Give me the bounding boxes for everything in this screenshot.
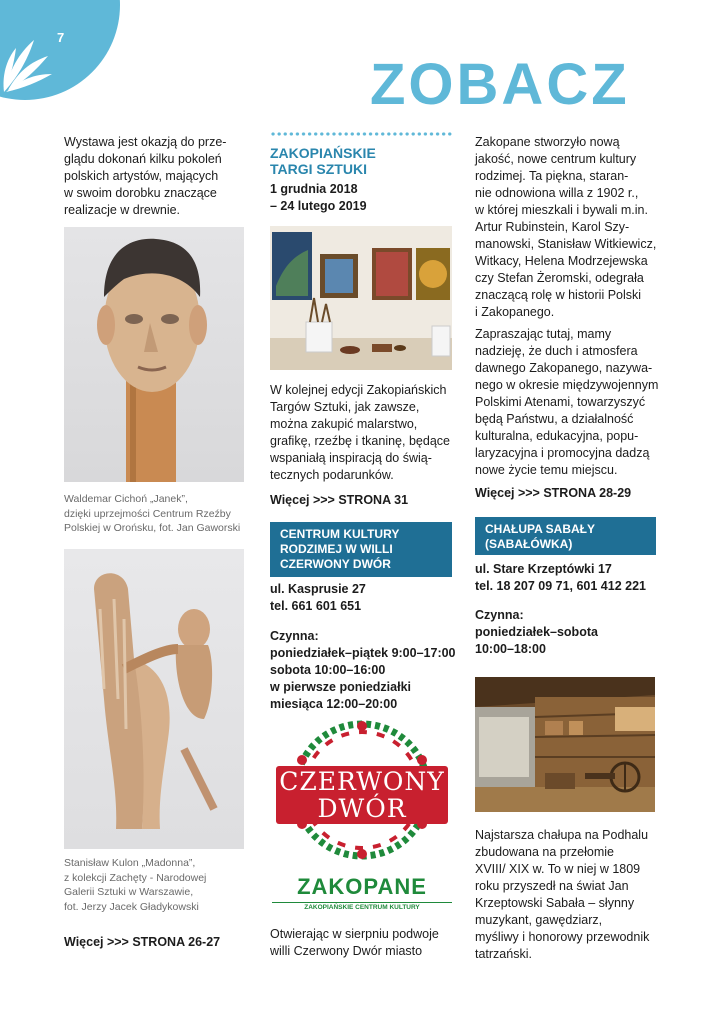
- box-line: CENTRUM KULTURY: [280, 527, 400, 541]
- left-intro: [64, 134, 254, 219]
- photo-madonna-sculpture: [64, 549, 244, 849]
- text-line: tecznych podarunków.: [270, 468, 394, 482]
- hours-line: Czynna:: [475, 608, 524, 622]
- text-line: Zapraszając tutaj, mamy: [475, 327, 612, 341]
- caption-line: dzięki uprzejmości Centrum Rzeźby: [64, 507, 231, 520]
- text-line: czy Stefan Żeromski, odegrała: [475, 271, 644, 285]
- address-line: ul. Stare Krzeptówki 17: [475, 562, 612, 576]
- text-line: roku przyszedł na świat Jan: [475, 879, 629, 893]
- sabaly-hours: [475, 607, 598, 658]
- heading-line: TARGI SZTUKI: [270, 161, 367, 177]
- text-line: i Zakopanego.: [475, 305, 555, 319]
- targi-heading: [270, 145, 376, 177]
- caption-line: z kolekcji Zachęty - Narodowej: [64, 871, 207, 884]
- text-line: Witkacy, Helena Modrzejewska: [475, 254, 648, 268]
- text-line: nadzieję, że duch i atmosfera: [475, 344, 638, 358]
- chalupa-sabaly-box: [475, 517, 656, 555]
- text-line: willi Czerwony Dwór miasto: [270, 944, 423, 958]
- text-line: W kolejnej edycji Zakopiańskich: [270, 383, 447, 397]
- logo-city: ZAKOPANE: [297, 874, 427, 899]
- right-body-3: [475, 827, 665, 963]
- text-line: glądu dokonań kilku pokoleń: [64, 152, 222, 166]
- photo-chalupa-interior: [475, 677, 655, 812]
- left-more-link[interactable]: Więcej >>> STRONA 26-27: [64, 935, 221, 949]
- caption-line: Polskiej w Orońsku, fot. Jan Gaworski: [64, 522, 241, 534]
- text-line: Krzeptowski Sabała – słynny: [475, 896, 635, 910]
- page-title: ZOBACZ: [370, 52, 630, 117]
- text-line: Artur Rubinstein, Karol Szy-: [475, 220, 630, 234]
- box-line: CZERWONY DWÓR: [280, 557, 391, 571]
- czerwony-dwor-logo: [272, 720, 452, 916]
- text-line: wspaniałą inspiracją do świą-: [270, 451, 432, 465]
- box-line: CHAŁUPA SABAŁY: [485, 522, 595, 536]
- targi-dates: [270, 181, 367, 215]
- box-line: (SABAŁÓWKA): [485, 537, 573, 551]
- text-line: realizacje w drewnie.: [64, 203, 181, 217]
- text-line: tatrzański.: [475, 947, 532, 961]
- text-line: rodzimej. Ta piękna, staran-: [475, 169, 629, 183]
- caption-line: fot. Jerzy Jacek Gładykowski: [64, 900, 199, 913]
- czerwony-dwor-hours: [270, 628, 456, 713]
- photo-gallery-exhibition: [270, 226, 452, 370]
- hours-line: poniedziałek–piątek 9:00–17:00: [270, 646, 456, 660]
- text-line: myśliwy i honorowy przewodnik: [475, 930, 650, 944]
- text-line: Wystawa jest okazją do prze-: [64, 135, 227, 149]
- sabaly-address: [475, 561, 646, 595]
- czerwony-dwor-box: [270, 522, 452, 577]
- text-line: muzykant, gawędziarz,: [475, 913, 603, 927]
- hours-line: miesiąca 12:00–20:00: [270, 697, 398, 711]
- text-line: manowski, Stanisław Witkiewicz,: [475, 237, 657, 251]
- date-line: 1 grudnia 2018: [270, 182, 358, 196]
- text-line: zbudowana na przełomie: [475, 845, 614, 859]
- text-line: Najstarsza chałupa na Podhalu: [475, 828, 649, 842]
- text-line: znaczącą rolę w historii Polski: [475, 288, 642, 302]
- text-line: Otwierając w sierpniu podwoje: [270, 927, 439, 941]
- heading-line: ZAKOPIAŃSKIE: [270, 145, 376, 161]
- logo-subtitle: ZAKOPIAŃSKIE CENTRUM KULTURY: [272, 902, 452, 911]
- hours-line: w pierwsze poniedziałki: [270, 680, 412, 694]
- text-line: można zakupić malarstwo,: [270, 417, 418, 431]
- text-line: laryzacyjna i promocyjna dadzą: [475, 446, 650, 460]
- leaf-logo-icon: [0, 30, 56, 96]
- caption-line: Waldemar Cichoń „Janek”,: [64, 493, 188, 505]
- czerwony-dwor-address: [270, 581, 366, 615]
- phone-line: tel. 18 207 09 71, 601 412 221: [475, 579, 646, 593]
- hours-line: sobota 10:00–16:00: [270, 663, 386, 677]
- logo-wordmark: [276, 768, 448, 822]
- date-line: – 24 lutego 2019: [270, 199, 367, 213]
- caption-janek: [64, 492, 254, 536]
- text-line: kulturalna, edukacyjna, popu-: [475, 429, 639, 443]
- caption-line: Stanisław Kulon „Madonna”,: [64, 857, 196, 869]
- hours-line: Czynna:: [270, 629, 319, 643]
- dotted-divider: [270, 132, 453, 136]
- caption-madonna: [64, 856, 254, 914]
- text-line: XVIII/ XIX w. To w niej w 1809: [475, 862, 641, 876]
- middle-more-link[interactable]: Więcej >>> STRONA 31: [270, 493, 409, 507]
- phone-line: tel. 661 601 651: [270, 599, 362, 613]
- hours-line: 10:00–18:00: [475, 642, 546, 656]
- text-line: jakość, nowe centrum kultury: [475, 152, 637, 166]
- logo-line: CZERWONY: [279, 767, 445, 796]
- logo-line: DWÓR: [317, 794, 407, 823]
- right-body-2: [475, 326, 665, 479]
- text-line: będą Państwu, a działalność: [475, 412, 634, 426]
- hours-line: poniedziałek–sobota: [475, 625, 598, 639]
- text-line: nego w okresie międzywojennym: [475, 378, 659, 392]
- text-line: polskich artystów, mających: [64, 169, 219, 183]
- text-line: Polskimi Atenami, towarzyszyć: [475, 395, 646, 409]
- right-more-link[interactable]: Więcej >>> STRONA 28-29: [475, 486, 632, 500]
- text-line: dawnego Zakopanego, nazywa-: [475, 361, 653, 375]
- text-line: Targów Sztuki, jak zawsze,: [270, 400, 420, 414]
- box-line: RODZIMEJ W WILLI: [280, 542, 393, 556]
- targi-body: [270, 382, 456, 484]
- text-line: w swoim dorobku znaczące: [64, 186, 217, 200]
- text-line: grafikę, rzeźbę i tkaninę, będące: [270, 434, 450, 448]
- middle-end-text: [270, 926, 456, 960]
- page-number: 7: [57, 30, 65, 45]
- text-line: nie odnowiona willa z 1902 r.,: [475, 186, 639, 200]
- right-body-1: [475, 134, 665, 321]
- text-line: nowe życie temu miejscu.: [475, 463, 618, 477]
- text-line: Zakopane stworzyło nową: [475, 135, 620, 149]
- photo-janek-sculpture: [64, 227, 244, 482]
- text-line: w której mieszkali i bywali m.in.: [475, 203, 648, 217]
- caption-line: Galerii Sztuki w Warszawie,: [64, 886, 194, 898]
- address-line: ul. Kasprusie 27: [270, 582, 366, 596]
